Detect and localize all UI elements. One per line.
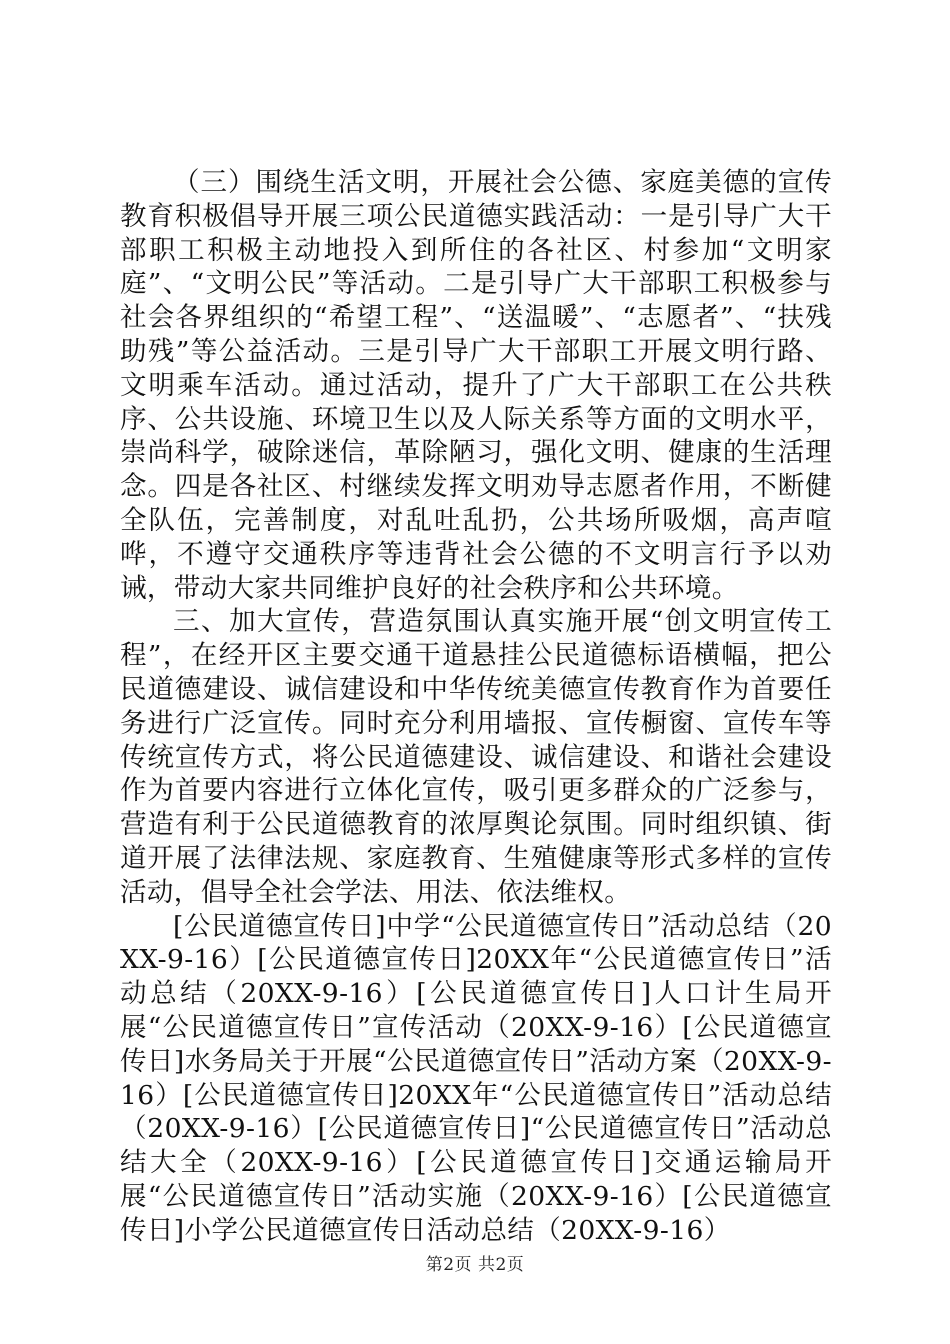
- paragraph-life-civilization: （三）围绕生活文明，开展社会公德、家庭美德的宣传教育积极倡导开展三项公民道德实践活动：一是引导广大干部职工积极主动地投入到所住的各社区、村参加“文明家庭”、“文明公民”等活动。二是引导广大干部职工积极参与社会各界组织的“希望工程”、“送温暖”、“志愿者”、“扶残助残”等公益活动。三是引导广大干部职工开展文明行路、文明乘车活动。通过活动，提升了广大干部职工在公共秩序、公共设施、环境卫生以及人际关系等方面的文明水平，崇尚科学，破除迷信，革除陋习，强化文明、健康的生活理念。四是各社区、村继续发挥文明劝导志愿者作用，不断健全队伍，完善制度，对乱吐乱扔，公共场所吸烟，高声喧哗，不遵守交通秩序等违背社会公德的不文明言行予以劝诫，带动大家共同维护良好的社会秩序和公共环境。: [120, 167, 832, 604]
- page-number-footer: 第2页 共2页: [425, 1255, 525, 1275]
- paragraph-publicity: 三、加大宣传，营造氛围认真实施开展“创文明宣传工程”，在经开区主要交通干道悬挂公民道德标语横幅，把公民道德建设、诚信建设和中华传统美德宣传教育作为首要任务进行广泛宣传。同时充分利用墙报、宣传橱窗、宣传车等传统宣传方式，将公民道德建设、诚信建设、和谐社会建设作为首要内容进行立体化宣传，吸引更多群众的广泛参与，营造有利于公民道德教育的浓厚舆论氛围。同时组织镇、街道开展了法律法规、家庭教育、生殖健康等形式多样的宣传活动，倡导全社会学法、用法、依法维权。: [120, 606, 832, 908]
- paragraph-related-links: [公民道德宣传日]中学“公民道德宣传日”活动总结（20XX-9-16）[公民道德宣传日]20XX年“公民道德宣传日”活动总结（20XX-9-16）[公民道德宣传日]人口计生局开展“公民道德宣传日”宣传活动（20XX-9-16）[公民道德宣传日]水务局关于开展“公民道德宣传日”活动方案（20XX-9-16）[公民道德宣传日]20XX年“公民道德宣传日”活动总结（20XX-9-16）[公民道德宣传日]“公民道德宣传日”活动总结大全（20XX-9-16）[公民道德宣传日]交通运输局开展“公民道德宣传日”活动实施（20XX-9-16）[公民道德宣传日]小学公民道德宣传日活动总结（20XX-9-16）: [120, 910, 832, 1246]
- document-body: [120, 166, 832, 1248]
